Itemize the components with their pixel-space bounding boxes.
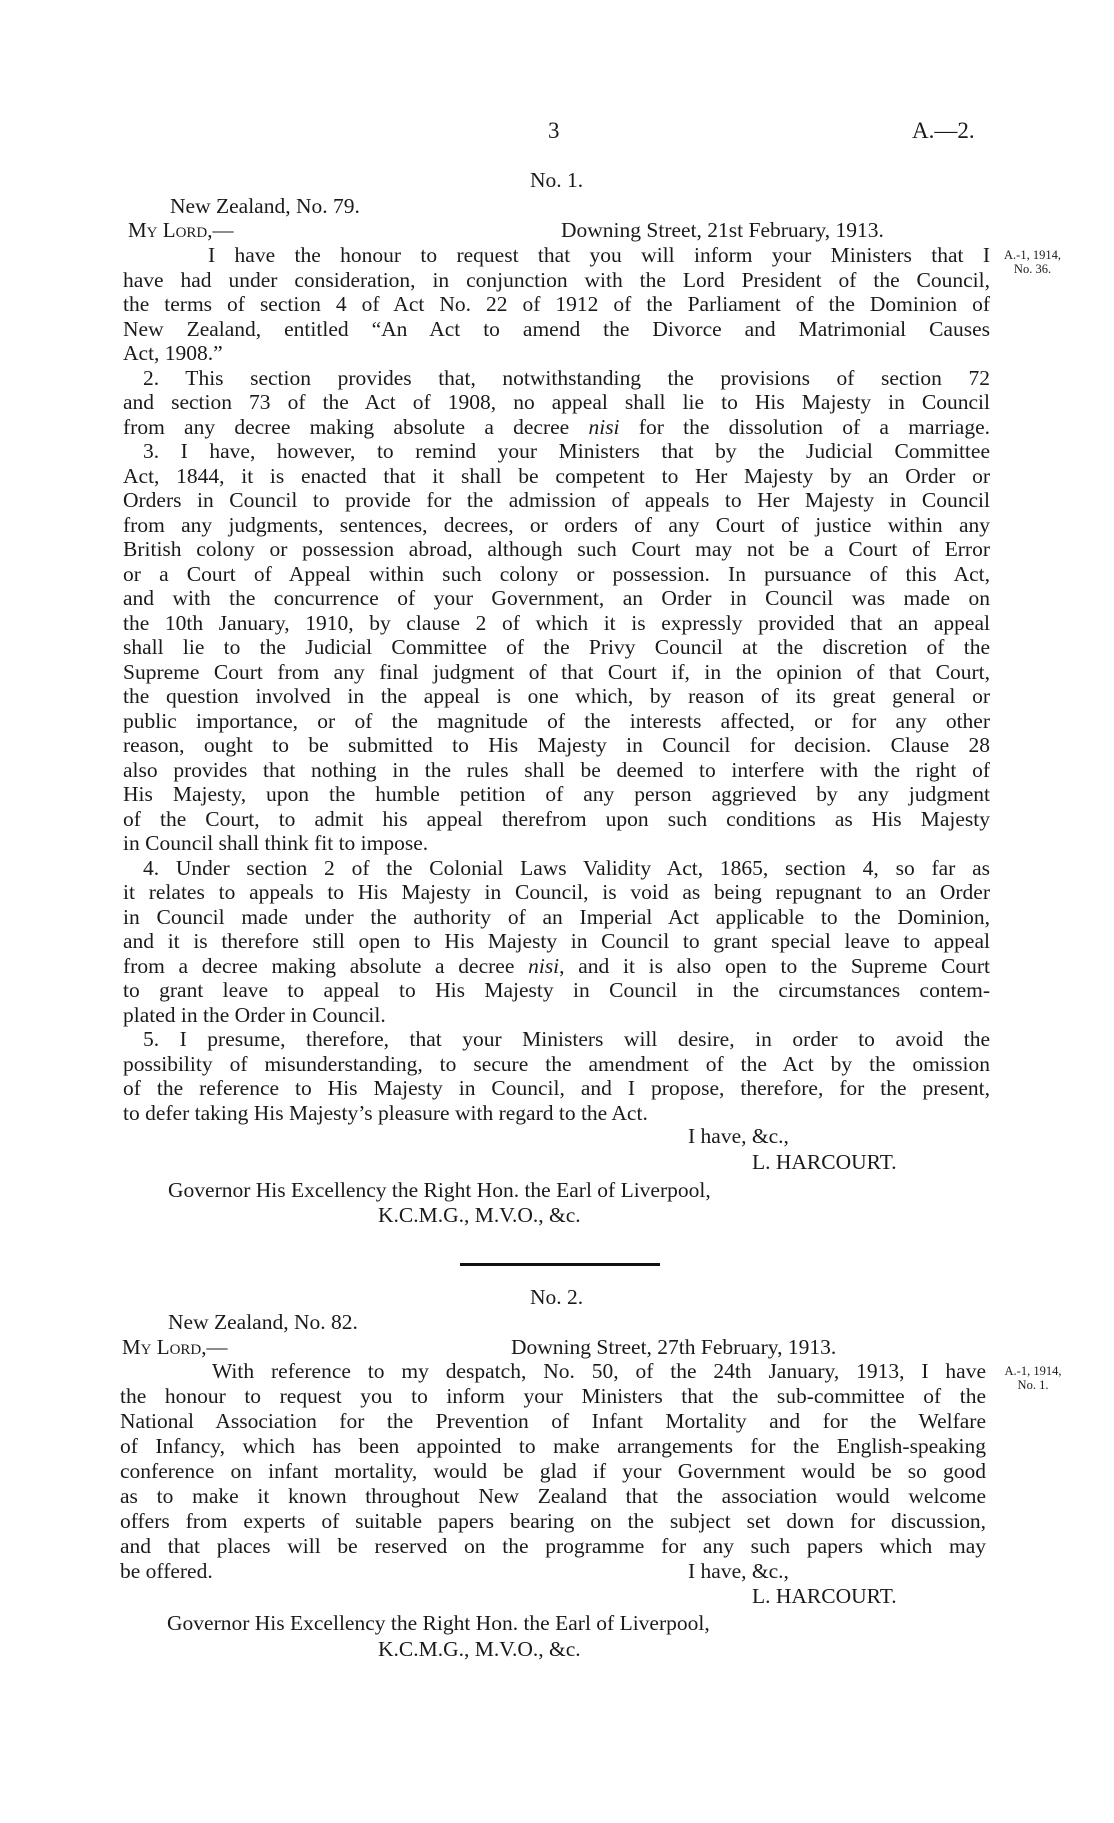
- body-line: 4. Under section 2 of the Colonial Laws Validity Act, 1865, section 4, so far as: [143, 856, 990, 880]
- place-date: Downing Street, 27th February, 1913.: [511, 1335, 837, 1359]
- margin-reference-line: A.-1, 1914,: [1004, 1364, 1062, 1378]
- page-number: 3: [548, 118, 560, 143]
- despatch-number: No. 2.: [530, 1285, 584, 1309]
- closing: I have, &c.,: [688, 1124, 789, 1148]
- margin-reference-line: A.-1, 1914,: [1004, 248, 1061, 262]
- signature: L. HARCOURT.: [752, 1584, 897, 1608]
- signature: L. HARCOURT.: [752, 1150, 897, 1174]
- body-line: National Association for the Prevention of Infant Mortality and for the Welfare: [120, 1409, 986, 1433]
- latin-term: nisi: [528, 954, 560, 978]
- body-line: in Council made under the authority of an Imperial Act applicable to the Dominion,: [123, 905, 990, 929]
- body-line: and it is therefore still open to His Majesty in Council to grant special leave to appeal: [123, 929, 990, 953]
- closing: I have, &c.,: [688, 1559, 789, 1583]
- body-line: 5. I presume, therefore, that your Ministers will desire, in order to avoid the: [143, 1027, 990, 1051]
- document-reference: A.—2.: [912, 118, 975, 143]
- colony-reference: New Zealand, No. 82.: [168, 1310, 358, 1334]
- addressee-honours: K.C.M.G., M.V.O., &c.: [378, 1203, 581, 1227]
- body-line: be offered.: [120, 1559, 213, 1583]
- body-line: the question involved in the appeal is one which, by reason of its great general or: [123, 684, 990, 708]
- body-line: Supreme Court from any final judgment of that Court if, in the opinion of that Court,: [123, 660, 990, 684]
- body-line: in Council shall think fit to impose.: [123, 831, 429, 855]
- place-date: Downing Street, 21st February, 1913.: [561, 218, 884, 242]
- body-line: from a decree making absolute a decree nisi, and it is also open to the Supreme Court: [123, 954, 990, 978]
- margin-reference-line: No. 36.: [1013, 262, 1052, 276]
- body-line: the honour to request you to inform your Ministers that the sub-committee of the: [120, 1384, 986, 1408]
- body-line: the 10th January, 1910, by clause 2 of which it is expressly provided that an appeal: [123, 611, 990, 635]
- body-line: public importance, or of the magnitude of the interests affected, or for any other: [123, 709, 990, 733]
- body-line: shall lie to the Judicial Committee of the Privy Council at the discretion of the: [123, 635, 990, 659]
- body-line: of the Court, to admit his appeal therefrom upon such conditions as His Majesty: [123, 807, 990, 831]
- addressee: Governor His Excellency the Right Hon. the Earl of Liverpool,: [167, 1611, 710, 1635]
- body-line: offers from experts of suitable papers bearing on the subject set down for discussion,: [120, 1509, 986, 1533]
- body-line: it relates to appeals to His Majesty in Council, is void as being repugnant to an Order: [123, 880, 990, 904]
- body-line: of Infancy, which has been appointed to make arrangements for the English-speaking: [120, 1434, 986, 1458]
- body-line: I have the honour to request that you will inform your Ministers that I: [208, 243, 990, 267]
- body-line: His Majesty, upon the humble petition of any person aggrieved by any judgment: [123, 782, 990, 806]
- body-line: Orders in Council to provide for the admission of appeals to Her Majesty in Council: [123, 488, 990, 512]
- addressee-honours: K.C.M.G., M.V.O., &c.: [378, 1637, 581, 1661]
- body-line: 2. This section provides that, notwithstanding the provisions of section 72: [143, 366, 990, 390]
- colony-reference: New Zealand, No. 79.: [170, 194, 360, 218]
- margin-reference-line: No. 1.: [1017, 1378, 1049, 1392]
- body-line: to defer taking His Majesty’s pleasure with regard to the Act.: [123, 1101, 648, 1125]
- despatch-number: No. 1.: [530, 168, 584, 192]
- latin-term: nisi: [588, 415, 620, 439]
- section-divider: [460, 1263, 660, 1266]
- body-line: possibility of misunderstanding, to secure the amendment of the Act by the omission: [123, 1052, 990, 1076]
- body-line: of the reference to His Majesty in Council, and I propose, therefore, for the present,: [123, 1076, 990, 1100]
- body-line: or a Court of Appeal within such colony or possession. In pursuance of this Act,: [123, 562, 990, 586]
- body-line: have had under consideration, in conjunction with the Lord President of the Council,: [123, 268, 990, 292]
- body-line: the terms of section 4 of Act No. 22 of 1912 of the Parliament of the Dominion of: [123, 292, 990, 316]
- body-line: conference on infant mortality, would be glad if your Government would be so good: [120, 1459, 986, 1483]
- body-line: from any decree making absolute a decree nisi for the dissolution of a marriage.: [123, 415, 990, 439]
- body-line: and with the concurrence of your Government, an Order in Council was made on: [123, 586, 990, 610]
- salutation: My Lord,—: [122, 1335, 228, 1359]
- body-line: reason, ought to be submitted to His Majesty in Council for decision. Clause 28: [123, 733, 990, 757]
- salutation: My Lord,—: [128, 218, 234, 242]
- body-line: Act, 1844, it is enacted that it shall be competent to Her Majesty by an Order or: [123, 464, 990, 488]
- body-line: With reference to my despatch, No. 50, of the 24th January, 1913, I have: [212, 1359, 986, 1383]
- body-line: New Zealand, entitled “An Act to amend the Divorce and Matrimonial Causes: [123, 317, 990, 341]
- margin-reference: [990, 248, 1075, 276]
- body-line: from any judgments, sentences, decrees, or orders of any Court of justice within any: [123, 513, 990, 537]
- body-line: British colony or possession abroad, although such Court may not be a Court of Error: [123, 537, 990, 561]
- margin-reference: [988, 1364, 1078, 1392]
- body-line: and section 73 of the Act of 1908, no appeal shall lie to His Majesty in Council: [123, 390, 990, 414]
- body-line: Act, 1908.”: [123, 341, 223, 365]
- body-line: plated in the Order in Council.: [123, 1003, 386, 1027]
- body-line: as to make it known throughout New Zealand that the association would welcome: [120, 1484, 986, 1508]
- body-line: and that places will be reserved on the programme for any such papers which may: [120, 1534, 986, 1558]
- body-line: 3. I have, however, to remind your Ministers that by the Judicial Committee: [143, 439, 990, 463]
- addressee: Governor His Excellency the Right Hon. the Earl of Liverpool,: [168, 1178, 711, 1202]
- body-line: to grant leave to appeal to His Majesty in Council in the circumstances contem-: [123, 978, 990, 1002]
- body-line: also provides that nothing in the rules shall be deemed to interfere with the right of: [123, 758, 990, 782]
